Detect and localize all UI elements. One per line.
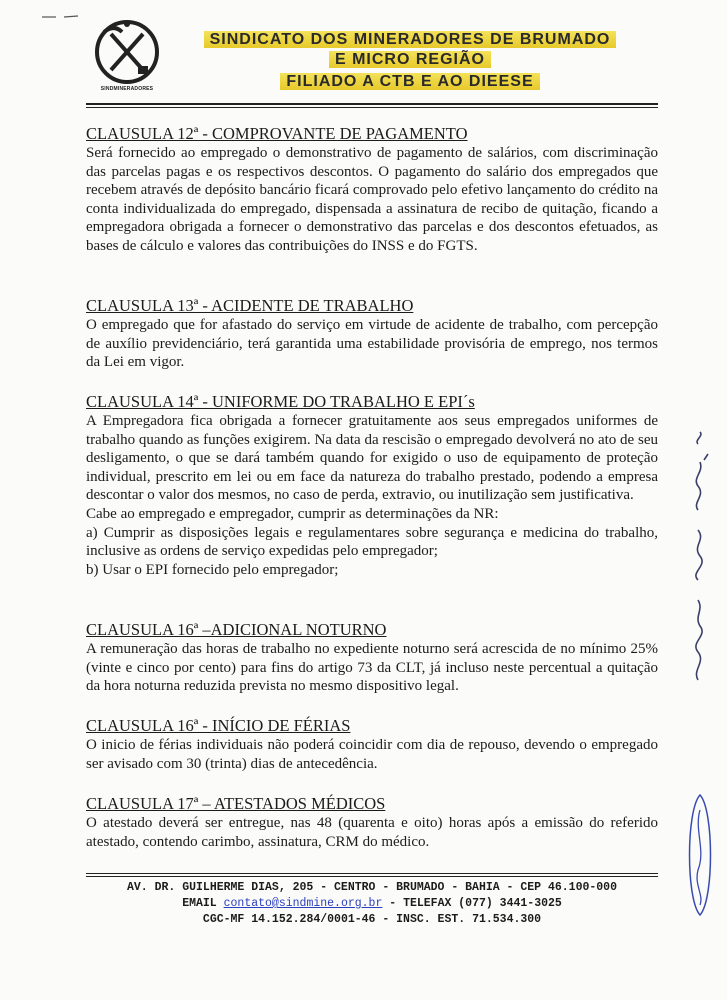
- clause-17: [86, 794, 658, 851]
- clause-paragraph: O inicio de férias individuais não poderá coincidir com dia de repouso, devendo o empregado ser avisado com 30 (trinta) dias de antecedência.: [86, 737, 658, 772]
- clause-paragraph: Será fornecido ao empregado o demonstrativo de pagamento de salários, com discriminação das parcelas pagas e os respectivos descontos. O pagamento do salário dos empregados que recebem através de depósito bancário ficará comprovado pelo efetivo lançamento do crédito na conta individualizada do empregado, dispensada a assinatura de recibo de quitação, ficando a empregadora obrigada a fornecer o demonstrativo das parcelas e dos descontos efetuados, as bases de cálculo e valores das contribuições do INSS e do FGTS.: [86, 145, 658, 254]
- footer-address: AV. DR. GUILHERME DIAS, 205 - CENTRO - BRUMADO - BAHIA - CEP 46.100-000: [127, 881, 617, 894]
- clause-body: [86, 814, 658, 851]
- clause-body: [86, 316, 658, 372]
- clause-paragraph: a) Cumprir as disposições legais e regulamentares sobre segurança e medicina do trabalho, inclusive as ordens de serviço expedidas pelo empregador;: [86, 524, 658, 560]
- header-line-3: FILIADO A CTB E AO DIEESE: [170, 73, 650, 91]
- clause-title: CLAUSULA 13ª - ACIDENTE DE TRABALHO: [86, 296, 414, 315]
- clause-body: [86, 144, 658, 256]
- clause-paragraph: O empregado que for afastado do serviço em virtude de acidente de trabalho, com percepção de auxílio previdenciário, terá garantida uma estabilidade provisória de emprego, nos termos da Lei em vigor.: [86, 317, 658, 371]
- margin-signature: [668, 430, 727, 690]
- margin-stamp: [680, 790, 720, 920]
- footer: [86, 880, 658, 928]
- logo-caption: SINDMINERADORES: [100, 86, 154, 92]
- clause-body: [86, 640, 658, 696]
- clause-paragraph: A Empregadora fica obrigada a fornecer gratuitamente aos seus empregados uniformes de trabalho quando as funções exigirem. Na data da rescisão o empregado devolverá no ato de seu desligamento, o que se dará também quando for exigido o uso de equipamento de proteção individual, prescrito em lei ou em face da natureza do trabalho prestado, podendo a empresa descontar o valor dos mesmos, no caso de perda, extravio, ou inutilização sem justificativa.: [86, 413, 658, 504]
- footer-rule: [86, 873, 658, 874]
- footer-registry: CGC-MF 14.152.284/0001-46 - INSC. EST. 71.534.300: [202, 913, 542, 926]
- clause-13: [86, 296, 658, 372]
- header-rule-thin: [86, 107, 658, 108]
- clause-16-adicional-noturno: [86, 620, 658, 696]
- footer-contact: [86, 896, 658, 912]
- clause-title: CLAUSULA 16ª - INÍCIO DE FÉRIAS: [86, 716, 351, 735]
- clause-14: [86, 392, 658, 579]
- footer-rule-thin: [86, 876, 658, 877]
- clause-title: CLAUSULA 14ª - UNIFORME DO TRABALHO E EPI´s: [86, 392, 475, 411]
- header-rule: [86, 103, 658, 105]
- clause-title: CLAUSULA 17ª – ATESTADOS MÉDICOS: [86, 794, 386, 813]
- header-line-2: E MICRO REGIÃO: [170, 51, 650, 69]
- clause-paragraph: b) Usar o EPI fornecido pelo empregador;: [86, 561, 339, 578]
- clause-12: [86, 124, 658, 256]
- clause-body: [86, 736, 658, 773]
- clause-body: [86, 412, 658, 579]
- footer-email-link[interactable]: contato@sindmine.org.br: [223, 897, 383, 910]
- header-line-1: SINDICATO DOS MINERADORES DE BRUMADO: [170, 31, 650, 49]
- footer-phone: - TELEFAX (077) 3441-3025: [389, 897, 562, 910]
- clause-title: CLAUSULA 16ª –ADICIONAL NOTURNO: [86, 620, 387, 639]
- clause-title: CLAUSULA 12ª - COMPROVANTE DE PAGAMENTO: [86, 124, 468, 143]
- clause-paragraph: A remuneração das horas de trabalho no expediente noturno será acrescida de no mínimo 25% (vinte e cinco por cento) para fins do artigo 73 da CLT, já incluso neste percentual a quitação da hora noturna reduzida prevista no mesmo dispositivo legal.: [86, 641, 658, 695]
- clause-paragraph: O atestado deverá ser entregue, nas 48 (quarenta e oito) horas após a emissão do referido atestado, contendo carimbo, assinatura, CRM do médico.: [86, 815, 658, 850]
- scan-mark: [42, 14, 82, 20]
- footer-email-label: EMAIL: [182, 897, 217, 910]
- clause-16-inicio-ferias: [86, 716, 658, 773]
- clause-paragraph: Cabe ao empregado e empregador, cumprir as determinações da NR:: [86, 505, 499, 522]
